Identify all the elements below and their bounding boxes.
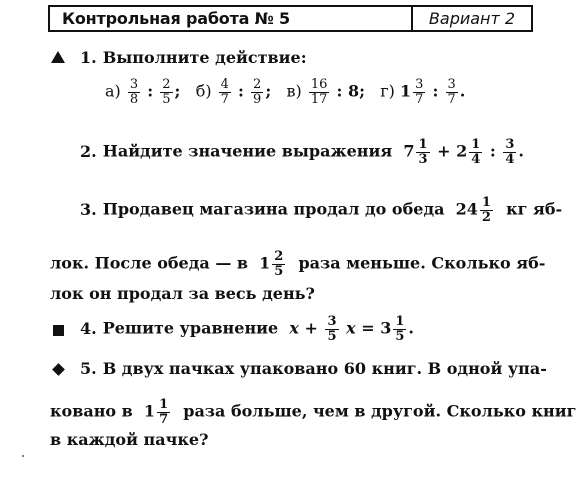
worksheet-header	[48, 5, 533, 32]
task-1-heading: 1. Выполните действие:	[80, 48, 307, 67]
task-5-line-2: ковано в 1 $\frac{1}{7}$ раза больше, чем в другой. Сколько книг	[50, 397, 576, 427]
worksheet-title: Контрольная работа № 5	[62, 9, 290, 28]
fraction: $\frac{16}{17}$	[310, 77, 328, 107]
task-3-line-3: лок он продал за весь день?	[50, 284, 315, 303]
fraction: $\frac{3}{7}$	[415, 77, 424, 107]
fraction: $\frac{4}{7}$	[220, 77, 229, 107]
fraction: $\frac{1}{5}$	[395, 314, 405, 344]
scan-speck	[22, 455, 24, 457]
fraction: $\frac{2}{5}$	[274, 249, 284, 279]
fraction: $\frac{3}{4}$	[505, 137, 515, 167]
task-3-line-2: лок. После обеда — в 1 $\frac{2}{5}$ раза меньше. Сколько яб-	[50, 249, 546, 279]
fraction: $\frac{3}{5}$	[327, 314, 337, 344]
task-5-line-3: в каждой пачке?	[50, 430, 209, 449]
fraction: $\frac{2}{5}$	[162, 77, 171, 107]
triangle-level-icon	[51, 51, 65, 63]
task-2-text: Найдите значение выражения	[102, 141, 393, 161]
fraction: $\frac{1}{4}$	[471, 137, 481, 167]
variant-label: Вариант 2	[428, 9, 516, 28]
task-5-line-1: 5. В двух пачках упаковано 60 книг. В одной упа-	[80, 359, 547, 378]
diamond-level-icon	[52, 363, 65, 376]
task-4-text: Решите уравнение	[102, 318, 279, 338]
task-3-line-1: 3. Продавец магазина продал до обеда 24 $\frac{1}{2}$ кг яб-	[80, 195, 563, 225]
task-2: 2. Найдите значение выражения 7 $\frac{1}{3}$ + 2 $\frac{1}{4}$ : $\frac{3}{4}$ .	[80, 137, 524, 167]
fraction: $\frac{1}{2}$	[481, 195, 491, 225]
fraction: $\frac{1}{7}$	[159, 397, 169, 427]
task-1-items: а) $\frac{3}{8}$ : $\frac{2}{5}$ ; б) $\frac{4}{7}$ : $\frac{2}{9}$ ; в) $\frac{16}{17}$ : 8; г) 1 $\frac{3}{7}$ : $\frac{3}{7}$ .	[105, 77, 466, 107]
fraction: $\frac{3}{7}$	[447, 77, 456, 107]
fraction: $\frac{1}{3}$	[418, 137, 428, 167]
fraction: $\frac{3}{8}$	[129, 77, 139, 107]
task-1-text: Выполните действие:	[102, 48, 307, 67]
fraction: $\frac{2}{9}$	[253, 77, 262, 107]
square-level-icon	[53, 325, 64, 336]
task-4: 4. Решите уравнение x + $\frac{3}{5}$ x = 3 $\frac{1}{5}$ .	[80, 314, 414, 344]
